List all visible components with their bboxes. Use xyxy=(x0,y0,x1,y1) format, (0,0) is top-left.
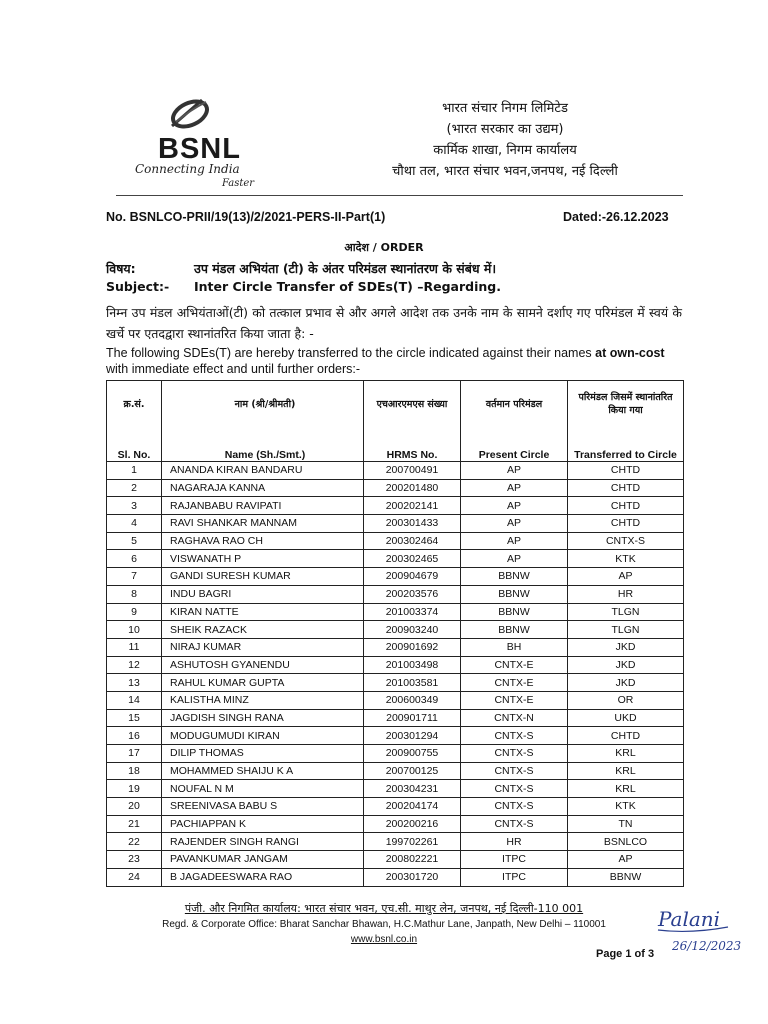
footer-address-english: Regd. & Corporate Office: Bharat Sanchar Bhawan, H.C.Mathur Lane, Janpath, New Delhi – 110001 xyxy=(162,919,606,930)
cell-sl-no: 10 xyxy=(107,621,162,639)
cell-sl-no: 7 xyxy=(107,568,162,586)
cell-name: NOUFAL N M xyxy=(162,780,364,798)
cell-hrms-no: 200600349 xyxy=(364,691,461,709)
reference-number: No. BSNLCO-PRII/19(13)/2/2021-PERS-II-Part(1) xyxy=(106,210,386,224)
cell-name: DILIP THOMAS xyxy=(162,745,364,763)
cell-transferred-circle: CHTD xyxy=(568,515,684,533)
cell-transferred-circle: JKD xyxy=(568,638,684,656)
cell-hrms-no: 200700491 xyxy=(364,462,461,480)
cell-present-circle: CNTX-S xyxy=(461,815,568,833)
cell-sl-no: 6 xyxy=(107,550,162,568)
cell-sl-no: 22 xyxy=(107,833,162,851)
order-title: आदेश / ORDER xyxy=(344,241,424,254)
cell-hrms-no: 200900755 xyxy=(364,745,461,763)
cell-hrms-no: 200700125 xyxy=(364,762,461,780)
cell-present-circle: AP xyxy=(461,532,568,550)
org-line: चौथा तल, भारत संचार भवन,जनपथ, नई दिल्ली xyxy=(392,164,618,179)
table-row xyxy=(107,532,684,550)
subject-label-english: Subject:- xyxy=(106,279,170,294)
cell-transferred-circle: BBNW xyxy=(568,868,684,886)
table-row xyxy=(107,638,684,656)
cell-transferred-circle: KRL xyxy=(568,762,684,780)
cell-hrms-no: 199702261 xyxy=(364,833,461,851)
logo-wordmark: BSNL xyxy=(158,133,241,165)
cell-present-circle: AP xyxy=(461,462,568,480)
cell-present-circle: BBNW xyxy=(461,603,568,621)
cell-sl-no: 11 xyxy=(107,638,162,656)
cell-transferred-circle: CHTD xyxy=(568,497,684,515)
cell-hrms-no: 201003581 xyxy=(364,674,461,692)
cell-name: NIRAJ KUMAR xyxy=(162,638,364,656)
table-row xyxy=(107,815,684,833)
logo-tagline: Connecting India xyxy=(135,162,240,176)
cell-present-circle: ITPC xyxy=(461,868,568,886)
cell-present-circle: CNTX-N xyxy=(461,709,568,727)
footer-website-link[interactable]: www.bsnl.co.in xyxy=(350,934,418,945)
cell-transferred-circle: CHTD xyxy=(568,727,684,745)
cell-name: SREENIVASA BABU S xyxy=(162,798,364,816)
cell-name: RAHUL KUMAR GUPTA xyxy=(162,674,364,692)
cell-hrms-no: 200301720 xyxy=(364,868,461,886)
table-row xyxy=(107,762,684,780)
cell-name: VISWANATH P xyxy=(162,550,364,568)
cell-present-circle: CNTX-S xyxy=(461,762,568,780)
cell-sl-no: 9 xyxy=(107,603,162,621)
cell-transferred-circle: JKD xyxy=(568,674,684,692)
table-row xyxy=(107,568,684,586)
cell-name: PAVANKUMAR JANGAM xyxy=(162,851,364,869)
table-row xyxy=(107,691,684,709)
cell-present-circle: CNTX-E xyxy=(461,656,568,674)
intro-bold-text: at own-cost xyxy=(595,346,665,360)
cell-present-circle: CNTX-S xyxy=(461,798,568,816)
table-row xyxy=(107,727,684,745)
table-body xyxy=(107,462,684,887)
col-header-sl-hi: क्र.सं. xyxy=(107,381,162,426)
intro-paragraph-hindi: निम्न उप मंडल अभियंताओं(टी) को तत्काल प्रभाव से और अगले आदेश तक उनके नाम के सामने दर्शाए गए परिमंडल में स्वयं के खर्चे पर एतदद्वारा स्थानांतरित किया जाता है: - xyxy=(106,305,682,341)
intro-text-end: with immediate effect and until further orders:- xyxy=(106,362,361,376)
cell-sl-no: 16 xyxy=(107,727,162,745)
cell-hrms-no: 200802221 xyxy=(364,851,461,869)
cell-present-circle: CNTX-E xyxy=(461,674,568,692)
cell-transferred-circle: AP xyxy=(568,851,684,869)
subject-label-hindi: विषय: xyxy=(106,261,136,276)
cell-hrms-no: 200204174 xyxy=(364,798,461,816)
cell-hrms-no: 200200216 xyxy=(364,815,461,833)
cell-sl-no: 20 xyxy=(107,798,162,816)
table-row xyxy=(107,585,684,603)
cell-sl-no: 8 xyxy=(107,585,162,603)
cell-name: MOHAMMED SHAIJU K A xyxy=(162,762,364,780)
cell-transferred-circle: TN xyxy=(568,815,684,833)
cell-transferred-circle: TLGN xyxy=(568,621,684,639)
cell-present-circle: AP xyxy=(461,515,568,533)
cell-hrms-no: 200901692 xyxy=(364,638,461,656)
table-row xyxy=(107,479,684,497)
cell-hrms-no: 200901711 xyxy=(364,709,461,727)
table-header-row-hindi xyxy=(107,381,684,426)
cell-sl-no: 17 xyxy=(107,745,162,763)
cell-hrms-no: 200302464 xyxy=(364,532,461,550)
handwritten-signature xyxy=(650,900,760,960)
intro-paragraph-english xyxy=(106,345,682,377)
cell-name: NAGARAJA KANNA xyxy=(162,479,364,497)
table-row xyxy=(107,462,684,480)
cell-transferred-circle: CHTD xyxy=(568,479,684,497)
col-header-name-hi: नाम (श्री/श्रीमती) xyxy=(162,381,364,426)
cell-present-circle: ITPC xyxy=(461,851,568,869)
cell-hrms-no: 200301294 xyxy=(364,727,461,745)
cell-hrms-no: 200302465 xyxy=(364,550,461,568)
table-row xyxy=(107,745,684,763)
cell-present-circle: CNTX-E xyxy=(461,691,568,709)
cell-name: INDU BAGRI xyxy=(162,585,364,603)
table-row xyxy=(107,833,684,851)
org-line: भारत संचार निगम लिमिटेड xyxy=(442,101,568,116)
cell-hrms-no: 200201480 xyxy=(364,479,461,497)
cell-sl-no: 1 xyxy=(107,462,162,480)
cell-name: MODUGUMUDI KIRAN xyxy=(162,727,364,745)
cell-transferred-circle: JKD xyxy=(568,656,684,674)
cell-present-circle: BBNW xyxy=(461,585,568,603)
cell-hrms-no: 200304231 xyxy=(364,780,461,798)
cell-present-circle: CNTX-S xyxy=(461,727,568,745)
cell-hrms-no: 200904679 xyxy=(364,568,461,586)
table-row xyxy=(107,780,684,798)
page-number: Page 1 of 3 xyxy=(596,948,655,960)
cell-transferred-circle: CHTD xyxy=(568,462,684,480)
cell-present-circle: CNTX-S xyxy=(461,745,568,763)
cell-sl-no: 21 xyxy=(107,815,162,833)
logo-tagline-2: Faster xyxy=(222,178,255,189)
col-header-present: Present Circle xyxy=(461,425,568,462)
cell-sl-no: 18 xyxy=(107,762,162,780)
cell-transferred-circle: CNTX-S xyxy=(568,532,684,550)
cell-sl-no: 3 xyxy=(107,497,162,515)
cell-present-circle: BBNW xyxy=(461,621,568,639)
cell-hrms-no: 201003498 xyxy=(364,656,461,674)
cell-present-circle: AP xyxy=(461,550,568,568)
cell-sl-no: 24 xyxy=(107,868,162,886)
cell-transferred-circle: AP xyxy=(568,568,684,586)
document-date: Dated:-26.12.2023 xyxy=(563,210,669,224)
table-row xyxy=(107,550,684,568)
cell-transferred-circle: KRL xyxy=(568,745,684,763)
signature-date: 26/12/2023 xyxy=(672,939,742,953)
table-header-row-english xyxy=(107,425,684,462)
cell-name: ASHUTOSH GYANENDU xyxy=(162,656,364,674)
cell-name: RAGHAVA RAO CH xyxy=(162,532,364,550)
cell-present-circle: AP xyxy=(461,479,568,497)
table-row xyxy=(107,674,684,692)
cell-transferred-circle: KTK xyxy=(568,550,684,568)
cell-transferred-circle: HR xyxy=(568,585,684,603)
cell-sl-no: 19 xyxy=(107,780,162,798)
cell-name: B JAGADEESWARA RAO xyxy=(162,868,364,886)
cell-name: PACHIAPPAN K xyxy=(162,815,364,833)
cell-transferred-circle: TLGN xyxy=(568,603,684,621)
table-row xyxy=(107,709,684,727)
cell-sl-no: 13 xyxy=(107,674,162,692)
cell-name: GANDI SURESH KUMAR xyxy=(162,568,364,586)
table-row xyxy=(107,621,684,639)
cell-present-circle: CNTX-S xyxy=(461,780,568,798)
cell-name: KIRAN NATTE xyxy=(162,603,364,621)
col-header-hrms: HRMS No. xyxy=(364,425,461,462)
table-row xyxy=(107,851,684,869)
cell-sl-no: 15 xyxy=(107,709,162,727)
cell-sl-no: 2 xyxy=(107,479,162,497)
table-row xyxy=(107,515,684,533)
table-row xyxy=(107,603,684,621)
cell-name: RAJENDER SINGH RANGI xyxy=(162,833,364,851)
cell-hrms-no: 200203576 xyxy=(364,585,461,603)
cell-transferred-circle: KRL xyxy=(568,780,684,798)
header-divider xyxy=(116,195,683,196)
col-header-sl: Sl. No. xyxy=(107,425,162,462)
cell-name: KALISTHA MINZ xyxy=(162,691,364,709)
table-row xyxy=(107,656,684,674)
cell-transferred-circle: UKD xyxy=(568,709,684,727)
subject-text-english: Inter Circle Transfer of SDEs(T) –Regarding. xyxy=(194,279,501,294)
cell-present-circle: AP xyxy=(461,497,568,515)
col-header-present-hi: वर्तमान परिमंडल xyxy=(461,381,568,426)
cell-present-circle: BBNW xyxy=(461,568,568,586)
org-line: कार्मिक शाखा, निगम कार्यालय xyxy=(433,143,577,158)
cell-hrms-no: 200301433 xyxy=(364,515,461,533)
cell-present-circle: BH xyxy=(461,638,568,656)
transfer-table xyxy=(106,380,684,887)
cell-name: SHEIK RAZACK xyxy=(162,621,364,639)
col-header-transferred: Transferred to Circle xyxy=(568,425,684,462)
cell-sl-no: 23 xyxy=(107,851,162,869)
cell-transferred-circle: BSNLCO xyxy=(568,833,684,851)
cell-hrms-no: 201003374 xyxy=(364,603,461,621)
cell-hrms-no: 200202141 xyxy=(364,497,461,515)
table-row xyxy=(107,497,684,515)
cell-name: RAJANBABU RAVIPATI xyxy=(162,497,364,515)
cell-transferred-circle: OR xyxy=(568,691,684,709)
cell-name: RAVI SHANKAR MANNAM xyxy=(162,515,364,533)
cell-present-circle: HR xyxy=(461,833,568,851)
table-row xyxy=(107,798,684,816)
subject-text-hindi: उप मंडल अभियंता (टी) के अंतर परिमंडल स्थानांतरण के संबंध में। xyxy=(194,261,497,276)
intro-text: The following SDEs(T) are hereby transferred to the circle indicated against their names xyxy=(106,346,596,360)
cell-hrms-no: 200903240 xyxy=(364,621,461,639)
footer-address-hindi: पंजी. और निगमित कार्यालय: भारत संचार भवन, एच.सी. माथुर लेन, जनपथ, नई दिल्ली-110 001 xyxy=(184,902,584,915)
cell-transferred-circle: KTK xyxy=(568,798,684,816)
col-header-name: Name (Sh./Smt.) xyxy=(162,425,364,462)
cell-name: ANANDA KIRAN BANDARU xyxy=(162,462,364,480)
org-line: (भारत सरकार का उद्यम) xyxy=(446,122,564,137)
table-row xyxy=(107,868,684,886)
col-header-hrms-hi: एचआरएमएस संख्या xyxy=(364,381,461,426)
cell-sl-no: 12 xyxy=(107,656,162,674)
cell-name: JAGDISH SINGH RANA xyxy=(162,709,364,727)
cell-sl-no: 4 xyxy=(107,515,162,533)
cell-sl-no: 14 xyxy=(107,691,162,709)
col-header-transferred-hi: परिमंडल जिसमें स्थानांतरित किया गया xyxy=(568,381,684,426)
signature-name: Palani xyxy=(658,907,721,931)
organization-address xyxy=(360,98,650,182)
cell-sl-no: 5 xyxy=(107,532,162,550)
